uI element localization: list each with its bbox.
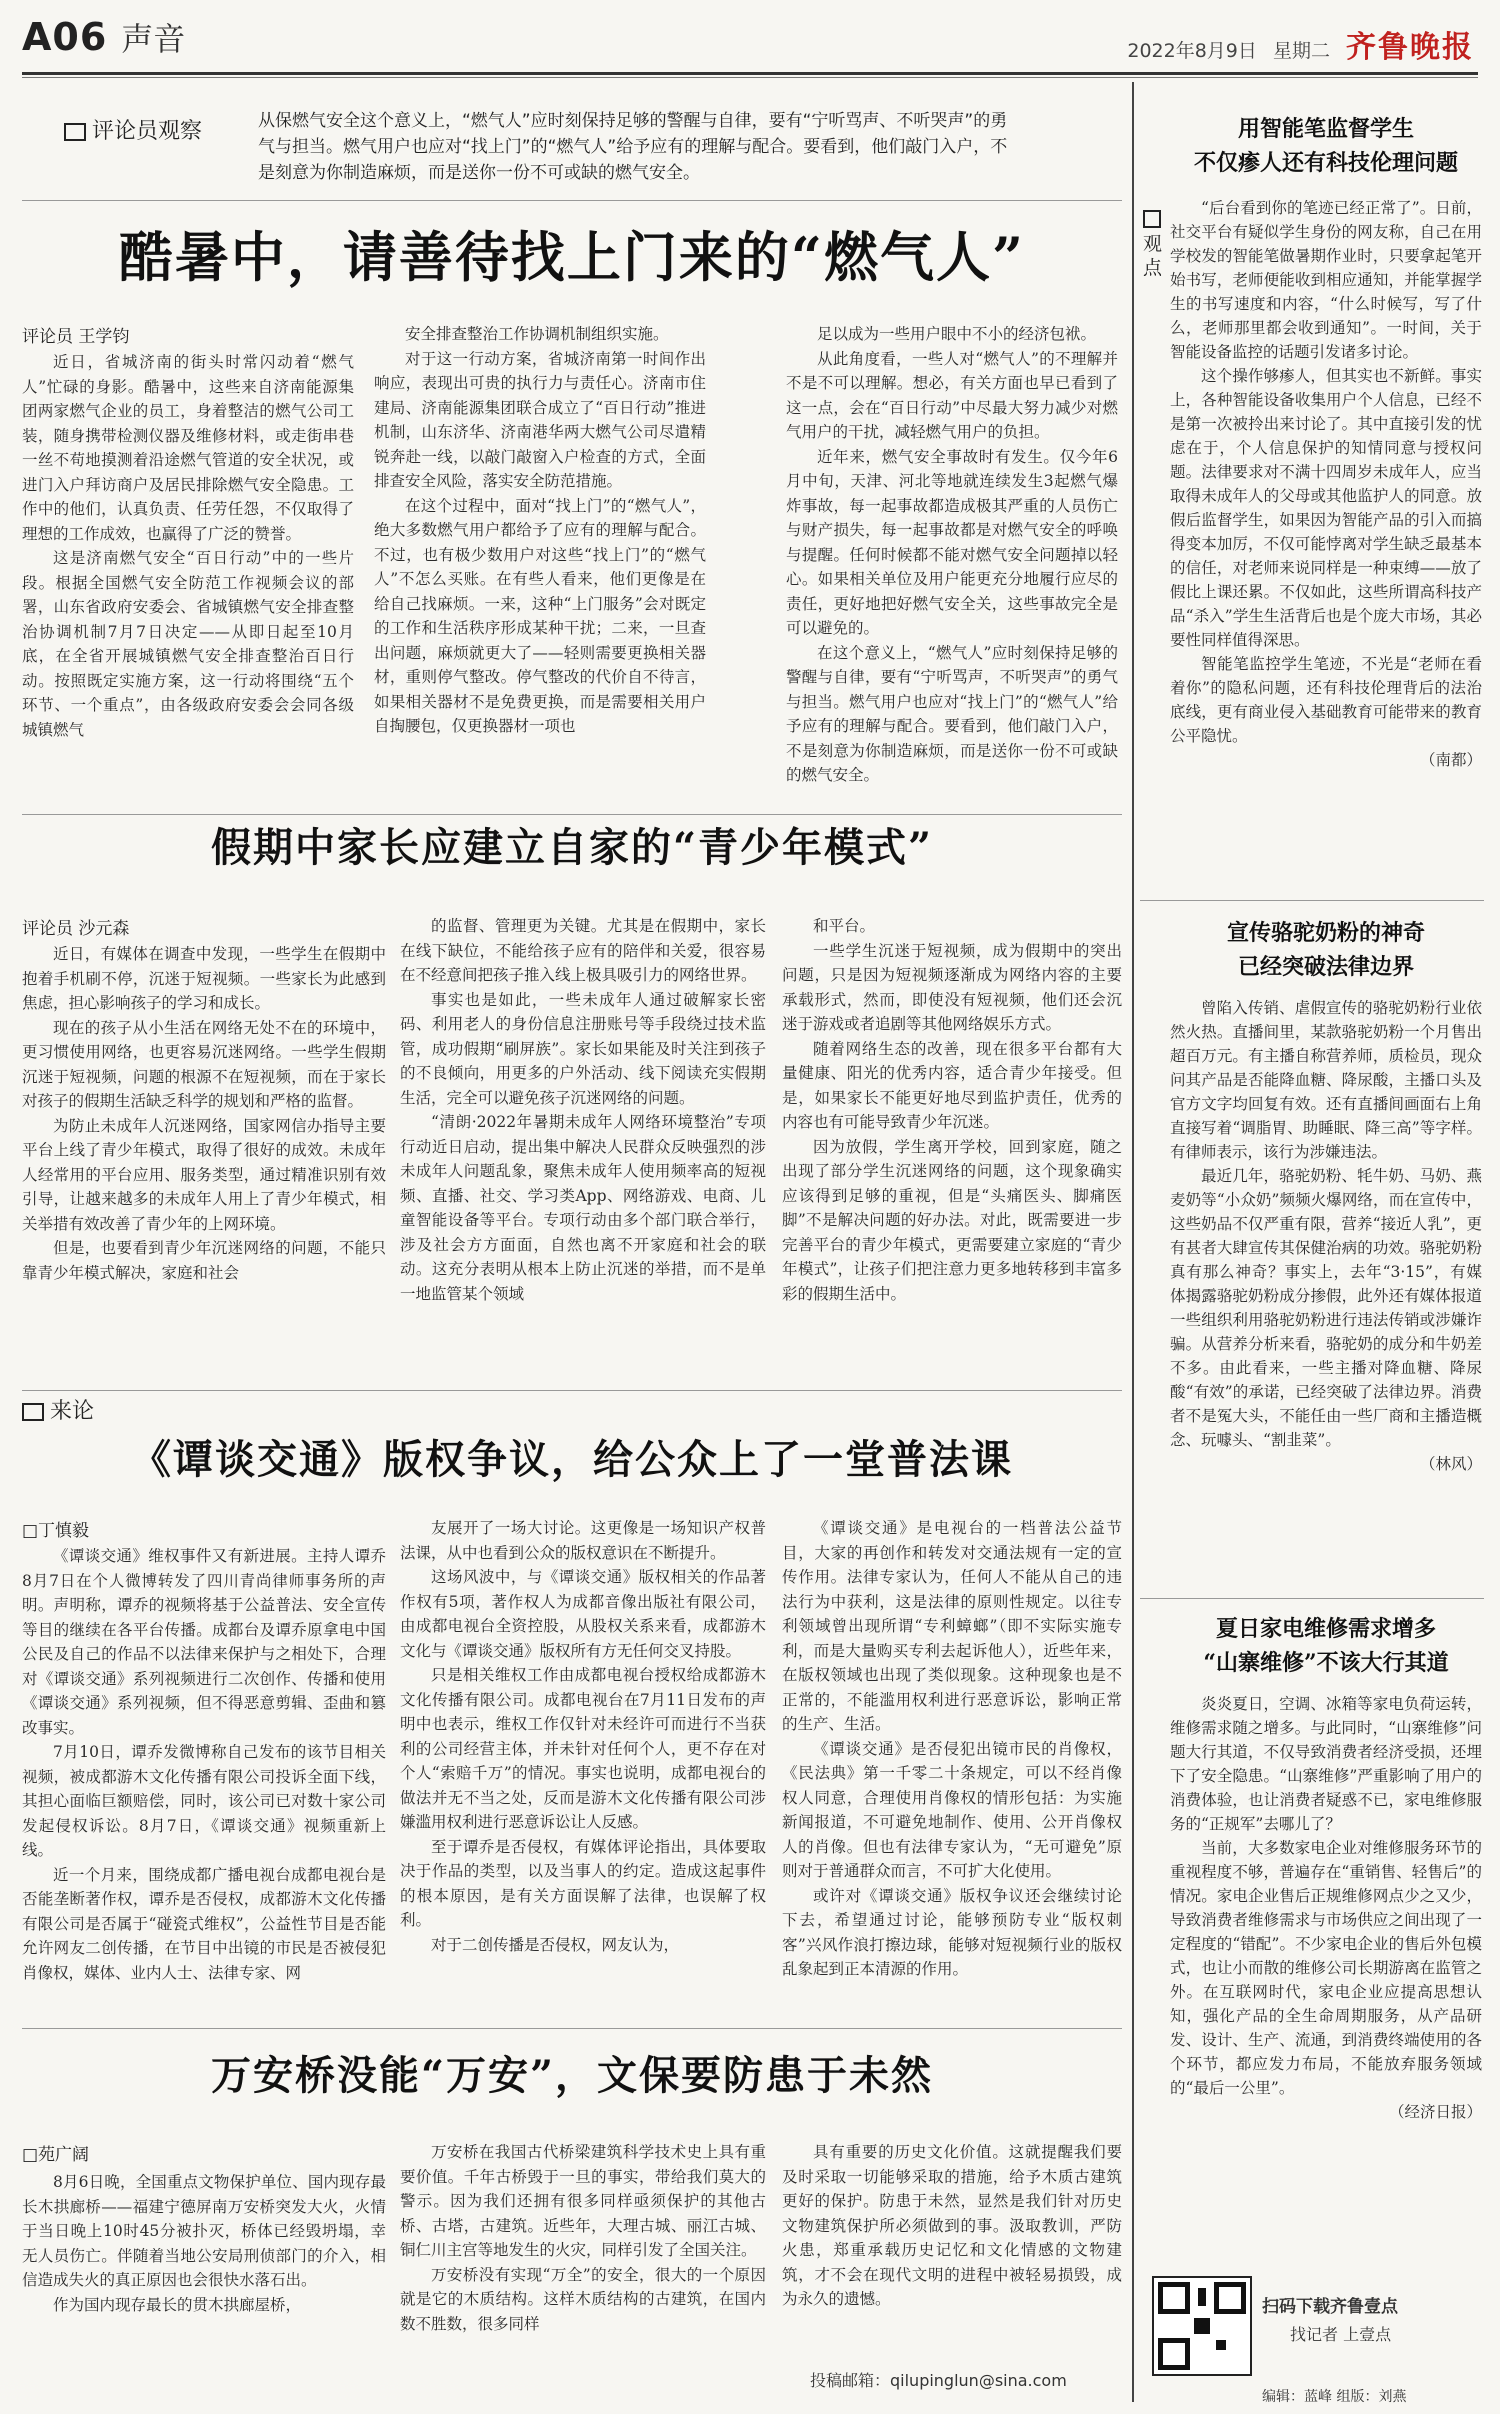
separator [1140, 900, 1484, 901]
article1-title: 酷暑中，请善待找上门来的“燃气人” [118, 225, 1026, 289]
paragraph: 曾陷入传销、虐假宣传的骆驼奶粉行业依然火热。直播间里，某款骆驼奶粉一个月售出超百万元。有主播自称营养师，质检员，现众问其产品是否能降血糖、降尿酸，主播口头及官方文字均回复有效。还有直播间画面右上角直接写着“调脂胃、助睡眠、降三高”等字样。有律师表示，该行为涉嫌违法。 [1170, 999, 1482, 1161]
article1-tag-label: 评论员观察 [92, 119, 203, 144]
paragraph: 随着网络生态的改善，现在很多平台都有大量健康、阳光的优秀内容，适合青少年接受。但是，如果家长不能更好地尽到监护责任，优秀的内容也有可能导致青少年沉迷。 [782, 1039, 1122, 1131]
article1-byline: 评论员 王学钧 [22, 327, 130, 347]
paragraph: 近日，有媒体在调查中发现，一些学生在假期中抱着手机刷不停，沉迷于短视频。一些家长为此感到焦虑，担心影响孩子的学习和成长。 [22, 945, 386, 1012]
source-credit: （经济日报） [1388, 2103, 1482, 2121]
paragraph: 近一个月来，围绕成都广播电视台成都电视台是否能垄断著作权，谭乔是否侵权，成都游木文化传播有限公司是否属于“碰瓷式维权”，公益性节目是否能允许网友二创传播，在节目中出镜的市民是否被侵犯肖像权，媒体、业内人士、法律专家、网 [22, 1865, 386, 1982]
qr-center [1194, 2318, 1210, 2334]
paragraph: 从此角度看，一些人对“燃气人”的不理解并不是不可以理解。想必，有关方面也早已看到了这一点，会在“百日行动”中尽最大努力减少对燃气用户的干扰，减轻燃气用户的负担。 [786, 349, 1118, 441]
paragraph: 7月10日，谭乔发微博称自己发布的该节目相关视频，被成都游木文化传播有限公司投诉全面下线，其担心面临巨额赔偿，同时，该公司已对数十家公司发起侵权诉讼。8月7日，《谭谈交通》视频重新上线。 [22, 1743, 386, 1859]
paragraph: 至于谭乔是否侵权，有媒体评论指出，具体要取决于作品的类型，以及当事人的约定。造成这起事件的根本原因，是有关方面误解了法律，也误解了权利。 [400, 1837, 766, 1929]
article3-col1 [22, 1544, 386, 2020]
paragraph: 但是，也要看到青少年沉迷网络的问题，不能只靠青少年模式解决，家庭和社会 [22, 1239, 386, 1282]
paragraph: 《谭谈交通》是电视台的一档普法公益节目，大家的再创作和转发对交通法规有一定的宣传作用。法律专家认为，任何人不能从自己的违法行为中获利，这是法律的原则性规定。以往专利领域曾出现所谓“专利蟑螂”（即不实际实施专利，而是大量购买专利去起诉他人），近些年来，在版权领域也出现了类似现象。这种现象也是不正常的，不能滥用权利进行恶意诉讼，影响正常的生产、生活。 [782, 1519, 1122, 1733]
paragraph: 的监督、管理更为关键。尤其是在假期中，家长在线下缺位，不能给孩子应有的陪伴和关爱，很容易在不经意间把孩子推入线上极具吸引力的网络世界。 [400, 917, 766, 984]
qr-finder [1214, 2282, 1246, 2314]
qr-subcaption: 找记者 上壹点 [1290, 2325, 1392, 2344]
paragraph: 和平台。 [813, 917, 876, 935]
article4-col1 [22, 2170, 386, 2396]
article3-col3 [782, 1516, 1122, 2020]
paragraph: 或许对《谭谈交通》版权争议还会继续讨论下去，希望通过讨论，能够预防专业“版权刺客”兴风作浪打擦边球，能够对短视频行业的版权乱象起到正本清源的作用。 [782, 1886, 1122, 1978]
paragraph: 现在的孩子从小生活在网络无处不在的环境中，更习惯使用网络，也更容易沉迷网络。一些学生假期沉迷于短视频，问题的根源不在短视频，而在于家长对孩子的假期生活缺乏科学的规划和严格的监督。 [22, 1018, 386, 1110]
paragraph: 近日，省城济南的街头时常闪动着“燃气人”忙碌的身影。酷暑中，这些来自济南能源集团两家燃气企业的员工，身着整洁的燃气公司工装，随身携带检测仪器及维修材料，或走街串巷一丝不苟地摸测着沿途燃气管道的安全状况，或进门入户拜访商户及居民排除燃气安全隐患。工作中的他们，认真负责、任劳任怨，不仅取得了理想的工作成效，也赢得了广泛的赞誉。 [22, 353, 354, 543]
paragraph: 当前，大多数家电企业对维修服务环节的重视程度不够，普遍存在“重销售、轻售后”的情况。家电企业售后正规维修网点少之又少，导致消费者维修需求与市场供应之间出现了一定程度的“错配”。不少家电企业的售后外包模式，也让小而散的维修公司长期游离在监管之外。在互联网时代，家电企业应提高思想认知，强化产品的全生命周期服务，从产品研发、设计、生产、流通，到消费终端使用的各个环节，都应发力布局，不能放弃服务领域的“最后一公里”。 [1170, 1839, 1482, 2097]
submission-email: 投稿邮箱：qilupinglun@sina.com [810, 2371, 1067, 2390]
page-header-left [22, 14, 185, 60]
tag-box-icon [64, 123, 86, 141]
paragraph: 对于这一行动方案，省城济南第一时间作出响应，表现出可贵的执行力与责任心。济南市住建局、济南能源集团联合成立了“百日行动”推进机制，山东济华、济南港华两大燃气公司尽遣精锐奔赴一线，以敲门敲窗入户检查的方式，全面排查安全风险，落实安全防范措施。 [374, 349, 706, 490]
qr-finder [1158, 2338, 1190, 2370]
article1-col2 [374, 322, 706, 808]
article1-tag [64, 114, 202, 145]
paragraph: 这场风波中，与《谭谈交通》版权相关的作品著作权有5项，著作权人为成都音像出版社有限公司，由成都电视台全资控股，从股权关系来看，成都游木文化与《谭谈交通》版权所有方无任何交叉持股。 [400, 1568, 766, 1660]
paragraph: 足以成为一些用户眼中不小的经济包袱。 [817, 325, 1097, 343]
page-header-right [1127, 22, 1474, 66]
article4-col3 [782, 2140, 1122, 2350]
qr-caption: 扫码下载齐鲁壹点 [1262, 2297, 1398, 2317]
paragraph: 炎炎夏日，空调、冰箱等家电负荷运转，维修需求随之增多。与此同时，“山寨维修”问题大行其道，不仅导致消费者经济受损，还埋下了安全隐患。“山寨维修”严重影响了用户的消费体验，也让消费者疑惑不已，家电维修服务的“正规军”去哪儿了？ [1170, 1695, 1482, 1833]
source-credit: （南都） [1419, 751, 1482, 769]
page-credits: 编辑：蓝峰 组版：刘燕 [1262, 2389, 1407, 2405]
paragraph: 在这个过程中，面对“找上门”的“燃气人”，绝大多数燃气用户都给予了应有的理解与配合。不过，也有极少数用户对这些“找上门”的“燃气人”不怎么买账。在有些人看来，他们更像是在给自己找麻烦。一来，这种“上门服务”会对既定的工作和生活秩序形成某种干扰；二来，一旦查出问题，麻烦就更大了——轻则需要更换相关器材，重则停气整改。停气整改的代价自不待言，如果相关器材不是免费更换，而是需要相关用户自掏腰包，仅更换器材一项也 [374, 496, 706, 735]
paragraph: 作为国内现存最长的贯木拱廊屋桥， [53, 2295, 302, 2314]
article4-col2 [400, 2140, 766, 2396]
paragraph: 《谭谈交通》是否侵犯出镜市民的肖像权，《民法典》第一千零二十条规定，可以不经肖像权人同意，合理使用肖像权的情形包括：为实施新闻报道，不可避免地制作、使用、公开肖像权人的肖像。但也有法律专家认为，“无可避免”原则对于普通群众而言，不可扩大化使用。 [782, 1739, 1122, 1880]
article2-title: 假期中家长应建立自家的“青少年模式” [210, 824, 933, 871]
qr-dot [1198, 2288, 1206, 2306]
paragraph: 安全排查整治工作协调机制组织实施。 [405, 325, 669, 343]
sidebar-tag-label: 观点 [1143, 233, 1163, 279]
article3-byline: □丁慎毅 [22, 1521, 90, 1541]
article3-title: 《谭谈交通》版权争议，给公众上了一堂普法课 [131, 1436, 1013, 1483]
page-number: A06 [22, 15, 108, 59]
qr-finder [1158, 2282, 1190, 2314]
article1-lead: 从保燃气安全这个意义上，“燃气人”应时刻保持足够的警醒与自律，要有“宁听骂声、不听哭声”的勇气与担当。燃气用户也应对“找上门”的“燃气人”给予应有的理解与配合。要看到，他们敲门入户，不是刻意为你制造麻烦，而是送你一份不可或缺的燃气安全。 [258, 111, 1008, 183]
article3-tag-label: 来论 [50, 1399, 95, 1424]
separator [22, 814, 1122, 815]
paragraph: 智能笔监控学生笔迹，不光是“老师在看着你”的隐私问题，还有科技伦理背后的法治底线，更有商业侵入基础教育可能带来的教育公平隐忧。 [1170, 655, 1482, 745]
separator [1140, 1598, 1484, 1599]
paragraph: 近年来，燃气安全事故时有发生。仅今年6月中旬，天津、河北等地就连续发生3起燃气爆炸事故，每一起事故都造成极其严重的人员伤亡与财产损失，每一起事故都是对燃气安全的呼唤与提醒。任何时候都不能对燃气安全问题掉以轻心。如果相关单位及用户能更充分地履行应尽的责任，更好地把好燃气安全关，这些事故完全是可以避免的。 [786, 447, 1118, 637]
article2-byline: 评论员 沙元森 [22, 919, 130, 939]
paragraph: 《谭谈交通》维权事件又有新进展。主持人谭乔8月7日在个人微博转发了四川青尚律师事务所的声明。声明称，谭乔的视频将基于公益普法、安全宣传等目的继续在各平台传播。成都台及谭乔原拿电中国公民及自己的作品不以法律来保护与之相处下，合理对《谭谈交通》系列视频进行二次创作、传播和使用《谭谈交通》系列视频，但不得恶意剪辑、歪曲和篡改事实。 [22, 1547, 386, 1737]
paragraph: 最近几年，骆驼奶粉、牦牛奶、马奶、燕麦奶等“小众奶”频频火爆网络，而在宣传中，这些奶品不仅严重有限，营养“接近人乳”，更有甚者大肆宣传其保健治病的功效。骆驼奶粉真有那么神奇？事实上，去年“3·15”，有媒体揭露骆驼奶粉成分掺假，此外还有媒体报道一些组织利用骆驼奶粉进行违法传销或涉嫌诈骗。从营养分析来看，骆驼奶的成分和牛奶差不多。由此看来，一些主播对降血糖、降尿酸“有效”的承诺，已经突破了法律边界。消费者不是冤大头，不能任由一些厂商和主播造概念、玩噱头、“割韭菜”。 [1170, 1167, 1482, 1449]
paragraph: 8月6日晚，全国重点文物保护单位、国内现存最长木拱廊桥——福建宁德屏南万安桥突发大火，火情于当日晚上10时45分被扑灭，桥体已经毁坍塌，幸无人员伤亡。伴随着当地公安局刑侦部门的介入，相信造成失火的真正原因也会很快水落石出。 [22, 2173, 386, 2289]
paragraph: 具有重要的历史文化价值。这就提醒我们要及时采取一切能够采取的措施，给予木质古建筑更好的保护。防患于未然，显然是我们针对历史文物建筑保护所必须做到的事。汲取教训，严防火患，郑重承载历史记忆和文化情感的文物建筑，才不会在现代文明的进程中被轻易损毁，成为永久的遗憾。 [782, 2143, 1122, 2308]
side3-title: 夏日家电维修需求增多 “山寨维修”不该大行其道 [1203, 1616, 1449, 1676]
paragraph: 为防止未成年人沉迷网络，国家网信办指导主要平台上线了青少年模式，取得了很好的成效。未成年人经常用的平台应用、服务类型，通过精准识别有效引导，让越来越多的未成年人用上了青少年模式，相关举措有效改善了青少年的上网环境。 [22, 1116, 386, 1233]
paragraph: 在这个意义上，“燃气人”应时刻保持足够的警醒与自律，要有“宁听骂声，不听哭声”的勇气与担当。燃气用户也应对“找上门”的“燃气人”给予应有的理解与配合。要看到，他们敲门入户，不是刻意为你制造麻烦，而是送你一份不可或缺的燃气安全。 [786, 643, 1118, 784]
separator [22, 200, 1122, 201]
paragraph: “后台看到你的笔迹已经正常了”。日前，社交平台有疑似学生身份的网友称，自己在用学校发的智能笔做暑期作业时，只要拿起笔开始书写，老师便能收到相应通知，并能掌握学生的书写速度和内容，“什么时候写，写了什么，老师那里都会收到通知”。一时间，关于智能设备监控的话题引发诸多讨论。 [1170, 199, 1482, 361]
article2-col1 [22, 942, 386, 1382]
article2-col3 [782, 914, 1122, 1382]
source-credit: （林风） [1419, 1455, 1482, 1473]
side2-title: 宣传骆驼奶粉的神奇 已经突破法律边界 [1226, 920, 1425, 980]
paragraph: “清朗·2022年暑期未成年人网络环境整治”专项行动近日启动，提出集中解决人民群众反映强烈的涉未成年人问题乱象，聚焦未成年人使用频率高的短视频、直播、社交、学习类App、网络游戏、电商、儿童智能设备等平台。专项行动由多个部门联合举行，涉及社会方方面面，自然也离不开家庭和社会的联动。这充分表明从根本上防止沉迷的举措，而不是单一地监管某个领域 [400, 1113, 766, 1303]
paragraph: 事实也是如此，一些未成年人通过破解家长密码、利用老人的身份信息注册账号等手段绕过技术监管，成功假期“刷屏族”。家长如果能及时关注到孩子的不良倾向，用更多的户外活动、线下阅读充实假期生活，完全可以避免孩子沉迷网络的问题。 [400, 990, 766, 1107]
side1-title: 用智能笔监督学生 不仅瘆人还有科技伦理问题 [1193, 116, 1458, 176]
paragraph: 只是相关维权工作由成都电视台授权给成都游木文化传播有限公司。成都电视台在7月11日发布的声明中也表示，维权工作仅针对未经许可而进行不当获利的公司经营主体，并未针对任何个人，更不存在对个人“索赔千万”的情况。事实也说明，成都电视台的做法并无不当之处，反而是游木文化传播有限公司涉嫌滥用权利进行恶意诉讼让人反感。 [400, 1666, 766, 1831]
column-divider [1132, 82, 1134, 2402]
paragraph: 友展开了一场大讨论。这更像是一场知识产权普法课，从中也看到公众的版权意识在不断提升。 [400, 1519, 766, 1562]
header-rule [22, 72, 1478, 75]
article1-col1 [22, 350, 354, 806]
qr-dot [1216, 2340, 1226, 2350]
side1-body [1170, 196, 1482, 896]
article3-col2 [400, 1516, 766, 2020]
separator [22, 1390, 1122, 1391]
article4-title: 万安桥没能“万安”，文保要防患于未然 [210, 2052, 933, 2099]
tag-box-icon [22, 1403, 44, 1421]
article2-col2 [400, 914, 766, 1382]
article1-col3 [786, 322, 1118, 808]
side3-body [1170, 1692, 1482, 2262]
paragraph: 因为放假，学生离开学校，回到家庭，随之出现了部分学生沉迷网络的问题，这个现象确实应该得到足够的重视，但是“头痛医头、脚痛医脚”不是解决问题的好办法。对此，既需要进一步完善平台的青少年模式，更需要建立家庭的“青少年模式”，让孩子们把注意力更多地转移到丰富多彩的假期生活中。 [782, 1137, 1122, 1303]
issue-date: 2022年8月9日 [1127, 40, 1257, 62]
separator [22, 2028, 1122, 2029]
paragraph: 这个操作够瘆人，但其实也不新鲜。事实上，各种智能设备收集用户个人信息，已经不是第一次被拎出来讨论了。其中直接引发的忧虑在于，个人信息保护的知情同意与授权问题。法律要求对不满十四周岁未成年人，应当取得未成年人的父母或其他监护人的同意。放假后监督学生，如果因为智能产品的引入而搞得变本加厉，不仅可能悖离对学生缺乏最基本的信任，对老师来说同样是一种束缚——放了假比上课还累。不仅如此，这些所谓高科技产品“杀入”学生生活背后也是个庞大市场，其必要性同样值得深思。 [1170, 367, 1482, 649]
download-qr-code[interactable] [1152, 2276, 1252, 2376]
paragraph: 万安桥没有实现“万全”的安全，很大的一个原因就是它的木质结构。这样木质结构的古建筑，在国内数不胜数，很多同样 [400, 2265, 766, 2333]
issue-weekday: 星期二 [1272, 40, 1330, 62]
paragraph: 一些学生沉迷于短视频，成为假期中的突出问题，只是因为短视频逐渐成为网络内容的主要承载形式，然而，即使没有短视频，他们还会沉迷于游戏或者追剧等其他网络娱乐方式。 [782, 941, 1122, 1033]
newspaper-logo: 齐鲁晚报 [1346, 30, 1474, 65]
side2-body [1170, 996, 1482, 1594]
tag-box-icon [1143, 210, 1161, 228]
paragraph: 这是济南燃气安全“百日行动”中的一些片段。根据全国燃气安全防范工作视频会议的部署，山东省政府安委会、省城镇燃气安全排查整治协调机制7月7日决定——从即日起至10月底，在全省开展城镇燃气安全排查整治百日行动。按照既定实施方案，这一行动将围绕“五个环节、一个重点”，由各级政府安委会会同各级城镇燃气 [22, 549, 354, 739]
paragraph: 对于二创传播是否侵权，网友认为， [431, 1935, 680, 1954]
section-name: 声音 [121, 20, 186, 58]
sidebar-tag [1143, 210, 1163, 280]
paragraph: 万安桥在我国古代桥梁建筑科学技术史上具有重要价值。千年古桥毁于一旦的事实，带给我们莫大的警示。因为我们还拥有很多同样亟须保护的其他古桥、古塔，古建筑。近些年，大理古城、丽江古城、铜仁川主宫等地发生的火灾，同样引发了全国关注。 [400, 2143, 766, 2259]
article3-tag [22, 1394, 94, 1425]
header-rule-thin [22, 77, 1478, 78]
article4-byline: □苑广阔 [22, 2145, 90, 2165]
